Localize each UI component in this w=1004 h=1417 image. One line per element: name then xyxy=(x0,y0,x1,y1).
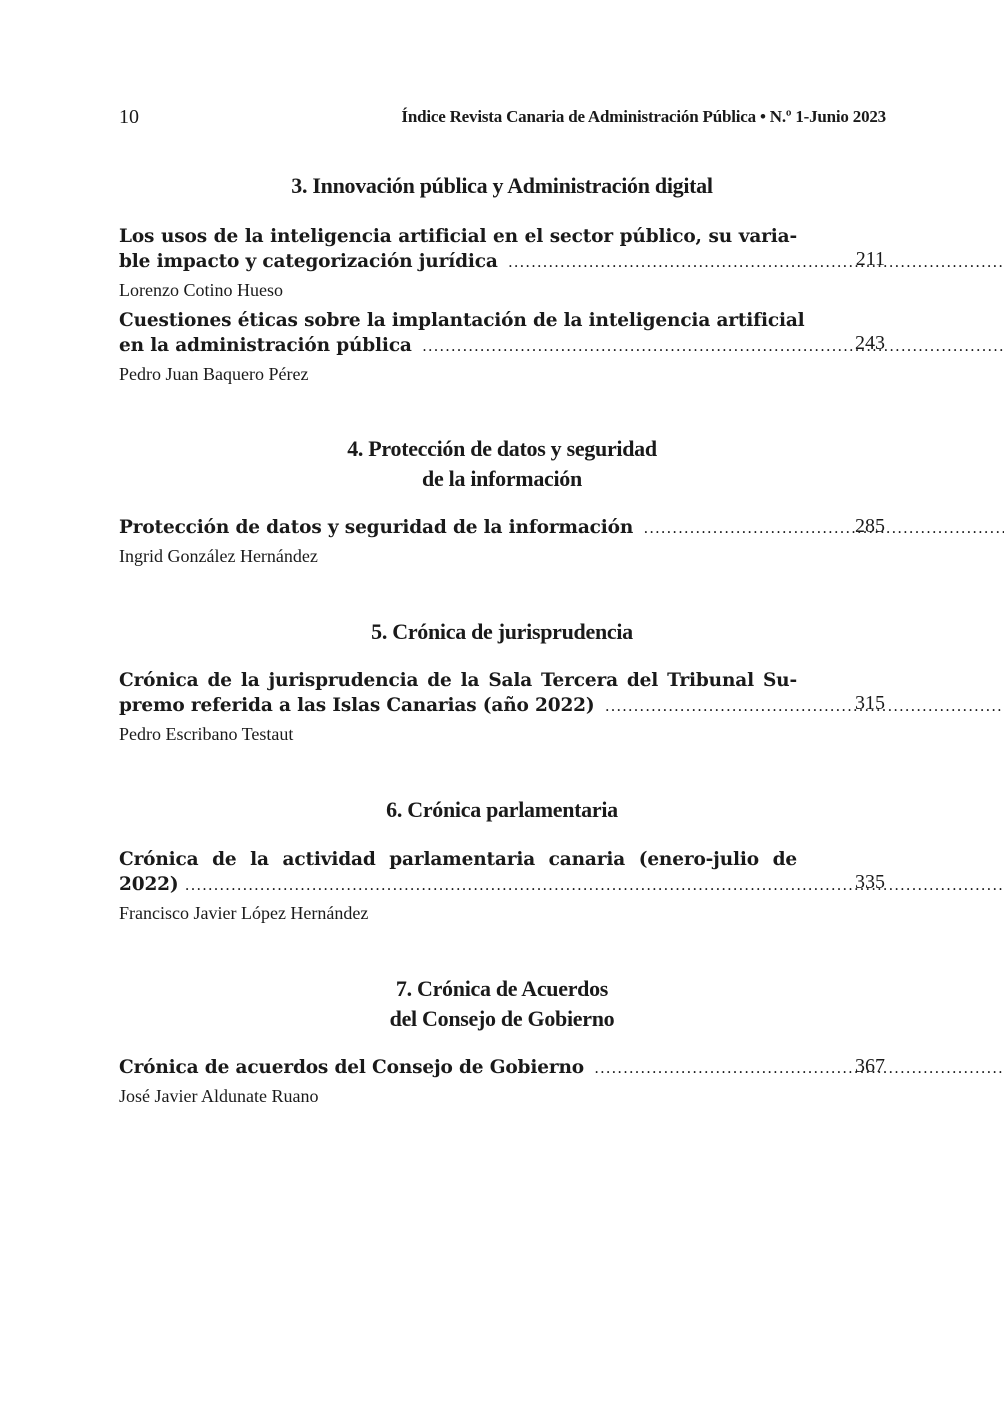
entry-title xyxy=(119,515,797,541)
entry-title xyxy=(119,224,797,275)
dot-leader xyxy=(508,253,1004,271)
entry-page-number: 211 xyxy=(855,248,885,270)
entry-title-leader-line xyxy=(119,333,797,359)
entry-title xyxy=(119,308,805,359)
entry-author: Pedro Escribano Testaut xyxy=(119,724,294,744)
entry-title-leader-line xyxy=(119,515,797,541)
toc-entry[interactable] xyxy=(119,847,885,925)
entry-author: Ingrid González Hernández xyxy=(119,546,318,566)
entry-title-line: en la administración pública xyxy=(119,335,412,356)
entry-title-line: Crónica de la actividad parlamentaria canaria (enero-julio de xyxy=(119,849,797,870)
page-number: 10 xyxy=(119,106,139,128)
toc-entry[interactable] xyxy=(119,515,885,568)
dot-leader xyxy=(605,697,1004,715)
entry-title-line: Cuestiones éticas sobre la implantación de la inteligencia artificial xyxy=(119,310,805,331)
section-title-line: 5. Crónica de jurisprudencia xyxy=(371,619,633,644)
section-title xyxy=(0,795,1004,825)
entry-page-number: 335 xyxy=(855,871,885,893)
section-title-line: del Consejo de Gobierno xyxy=(389,1006,615,1031)
running-header: Índice Revista Canaria de Administración Pública • N.º 1-Junio 2023 xyxy=(401,107,886,126)
entry-title-line: 2022) xyxy=(119,874,179,895)
section-title-line: 6. Crónica parlamentaria xyxy=(386,797,618,822)
entry-title-leader-line xyxy=(119,1055,797,1081)
entry-title-line: Protección de datos y seguridad de la información xyxy=(119,517,634,538)
section-title-line: 7. Crónica de Acuerdos xyxy=(395,976,609,1001)
section-title xyxy=(0,171,1004,201)
dot-leader xyxy=(422,337,1004,355)
dot-leader xyxy=(594,1059,1004,1077)
entry-title-line: Crónica de la jurisprudencia de la Sala Tercera del Tribunal Su- xyxy=(119,670,797,691)
entry-title-leader-line xyxy=(119,249,797,275)
section-title xyxy=(0,617,1004,647)
entry-page-number: 243 xyxy=(855,332,885,354)
entry-author: Pedro Juan Baquero Pérez xyxy=(119,364,309,384)
entry-page-number: 367 xyxy=(855,1055,885,1077)
section-title-line: de la información xyxy=(422,466,582,491)
entry-author: Francisco Javier López Hernández xyxy=(119,903,369,923)
entry-title xyxy=(119,1055,797,1081)
entry-page-number: 315 xyxy=(855,692,885,714)
entry-title-line: Los usos de la inteligencia artificial en el sector público, su varia- xyxy=(119,226,797,247)
entry-page-number: 285 xyxy=(855,515,885,537)
section-title xyxy=(0,434,1004,494)
section-title-line: 4. Protección de datos y seguridad xyxy=(347,436,657,461)
entry-title-leader-line xyxy=(119,872,797,898)
entry-title-line: premo referida a las Islas Canarias (año 2022) xyxy=(119,695,595,716)
entry-title xyxy=(119,847,797,898)
entry-author: Lorenzo Cotino Hueso xyxy=(119,280,283,300)
toc-entry[interactable] xyxy=(119,668,885,746)
entry-title-line: ble impacto y categorización jurídica xyxy=(119,251,498,272)
section-title-line: 3. Innovación pública y Administración digital xyxy=(291,173,713,198)
entry-title xyxy=(119,668,797,719)
entry-title-leader-line xyxy=(119,693,797,719)
entry-author: José Javier Aldunate Ruano xyxy=(119,1086,319,1106)
toc-entry[interactable] xyxy=(119,308,885,386)
toc-entry[interactable] xyxy=(119,1055,885,1108)
dot-leader xyxy=(643,519,1004,537)
entry-title-line: Crónica de acuerdos del Consejo de Gobierno xyxy=(119,1057,584,1078)
toc-entry[interactable] xyxy=(119,224,885,302)
section-title xyxy=(0,974,1004,1034)
